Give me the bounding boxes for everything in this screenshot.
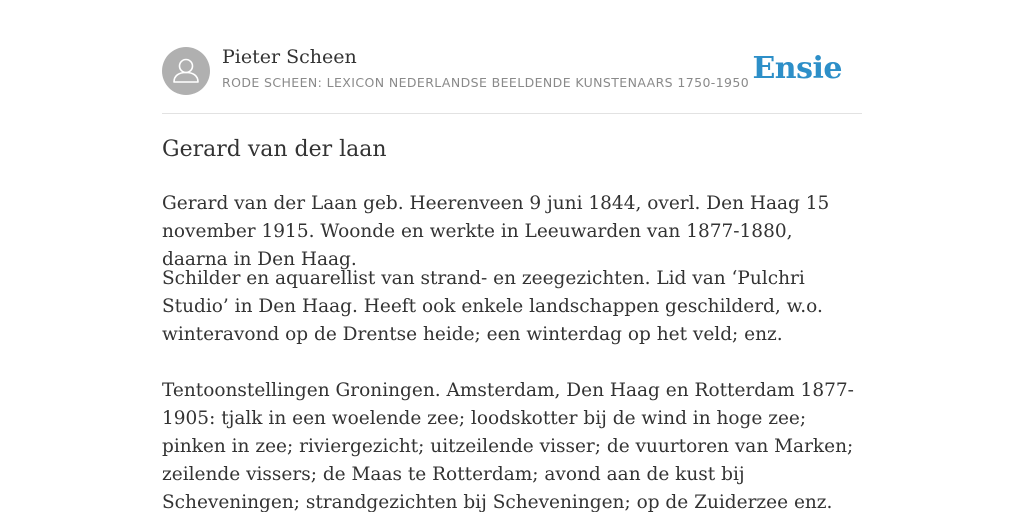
author-name[interactable]: Pieter Scheen <box>222 46 357 68</box>
author-avatar[interactable] <box>162 47 210 95</box>
article-page <box>162 0 862 512</box>
article-paragraph: Gerard van der Laan geb. Heerenveen 9 juni 1844, overl. Den Haag 15 november 1915. Woonde en werkte in Leeuwarden van 1877-1880, daarna in Den Haag. <box>162 193 830 270</box>
ensie-logo[interactable]: Ensie <box>752 51 842 86</box>
article-title: Gerard van der laan <box>162 137 387 162</box>
article-header <box>162 0 862 114</box>
article-paragraph: Tentoonstellingen Groningen. Amsterdam, Den Haag en Rotterdam 1877-1905: tjalk in een woelende zee; loodskotter bij de wind in hoge zee; pinken in zee; riviergezicht; uitzeilende visser; de vuurtoren van Marken; zeilende vissers; de Maas te Rotterdam; avond aan de kust bij Scheveningen; strandgezichten bij Scheveningen; op de Zuiderzee enz. <box>162 380 854 512</box>
source-lexicon[interactable]: RODE SCHEEN: LEXICON NEDERLANDSE BEELDENDE KUNSTENAARS 1750-1950 <box>222 75 750 90</box>
user-silhouette-icon <box>162 47 210 95</box>
article-paragraph: Schilder en aquarellist van strand- en zeegezichten. Lid van ‘Pulchri Studio’ in Den Haag. Heeft ook enkele landschappen geschilderd, w.o. winteravond op de Drentse heide; een winterdag op het veld; enz. <box>162 268 823 345</box>
